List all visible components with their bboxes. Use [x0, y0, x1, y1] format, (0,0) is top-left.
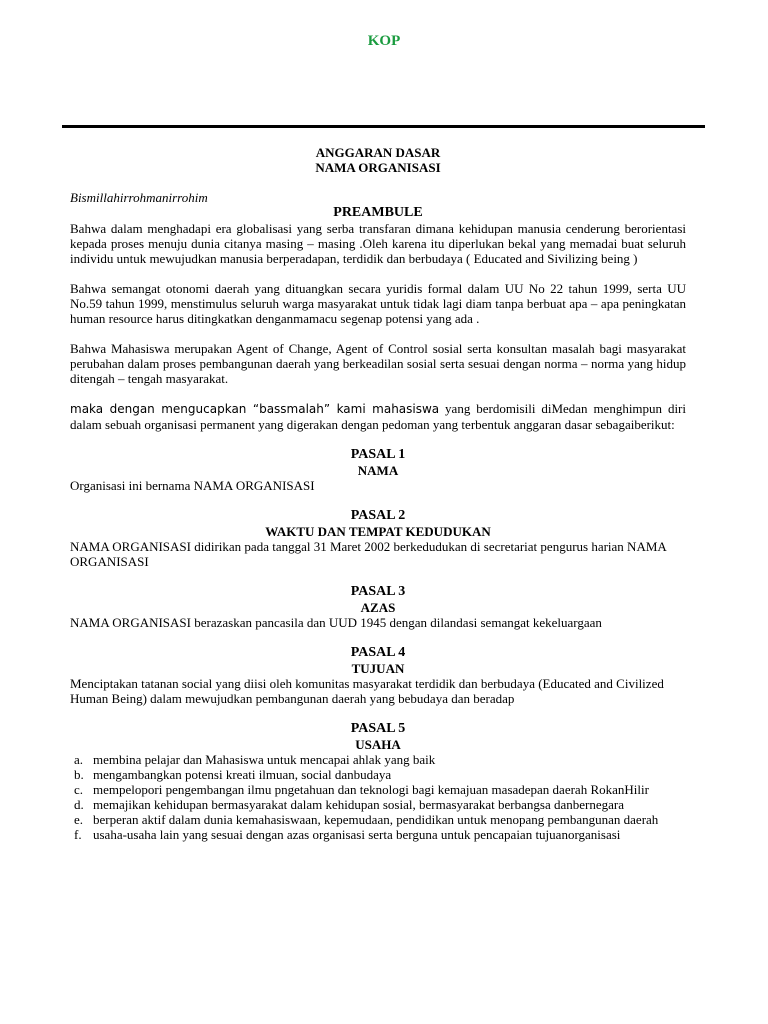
pasal-3-number: PASAL 3 — [350, 584, 406, 599]
list-item-text: berperan aktif dalam dunia kemahasiswaan, kepemudaan, pendidikan untuk menopang pembangunan daerah — [93, 812, 659, 827]
list-item — [74, 797, 686, 812]
preamble-closing-paragraph — [70, 401, 686, 432]
list-item — [74, 827, 686, 842]
list-item — [74, 767, 686, 782]
pasal-5-title: USAHA — [355, 737, 401, 752]
usaha-list — [70, 752, 686, 842]
pasal-2-title: WAKTU DAN TEMPAT KEDUDUKAN — [265, 524, 491, 539]
list-marker: a. — [74, 752, 84, 767]
list-marker: f. — [74, 827, 82, 842]
pasal-3-title: AZAS — [360, 600, 396, 615]
preamble-closing-rest: yang berdomisili diMedan menghimpun diri dalam sebuah organisasi permanent yang digerakan dengan pedoman yang terbentuk anggaran dasar sebagaiberikut: — [70, 401, 686, 432]
document-title-line1: ANGGARAN DASAR — [315, 145, 441, 160]
list-item-text: mempelopori pengembangan ilmu pngetahuan dan teknologi bagi kemajuan masadepan daerah RokanHilir — [93, 782, 649, 797]
list-item-text: usaha-usaha lain yang sesuai dengan azas organisasi serta berguna untuk pencapaian tujuanorganisasi — [93, 827, 621, 842]
basmalah-text: Bismillahirrohmanirrohim — [70, 190, 208, 205]
preamble-paragraph-3: Bahwa Mahasiswa merupakan Agent of Change, Agent of Control sosial serta konsultan masalah bagi masyarakat perubahan dalam proses pembangunan daerah yang berkeadilan sosial serta sesuai dengan norma – norma yang hidup ditengah – tengah masyarakat. — [70, 341, 686, 386]
document-title-line2: NAMA ORGANISASI — [315, 160, 441, 175]
pasal-2-text: NAMA ORGANISASI didirikan pada tanggal 31 Maret 2002 berkedudukan di secretariat pengurus harian NAMA ORGANISASI — [70, 539, 667, 569]
list-marker: e. — [74, 812, 84, 827]
pasal-1-text: Organisasi ini bernama NAMA ORGANISASI — [70, 478, 315, 493]
kop-header: KOP — [367, 33, 401, 49]
pasal-2-number: PASAL 2 — [350, 508, 406, 523]
list-item — [74, 782, 686, 797]
list-marker: c. — [74, 782, 84, 797]
header-divider — [62, 125, 705, 128]
list-item — [74, 752, 686, 767]
preamble-closing-sans: maka dengan mengucapkan “bassmalah” kami mahasiswa — [70, 402, 440, 416]
pasal-5-number: PASAL 5 — [350, 721, 406, 736]
list-item-text: membina pelajar dan Mahasiswa untuk mencapai ahlak yang baik — [93, 752, 436, 767]
pasal-4-number: PASAL 4 — [350, 645, 406, 660]
pasal-1-number: PASAL 1 — [350, 447, 406, 462]
list-item-text: memajikan kehidupan bermasyarakat dalam kehidupan sosial, bermasyarakat berbangsa danbernegara — [93, 797, 624, 812]
list-item-text: mengambangkan potensi kreati ilmuan, social danbudaya — [93, 767, 392, 782]
preamble-heading: PREAMBULE — [333, 205, 423, 220]
preamble-paragraph-1: Bahwa dalam menghadapi era globalisasi yang serba transfaran dimana kehidupan manusia cenderung berorientasi kepada proses menuju dunia citanya masing – masing .Oleh karena itu diperlukan bekal yang memadai buat seluruh individu untuk mewujudkan manusia berperadapan, terdidik dan berbudaya ( Educated and Sivilizing being ) — [70, 221, 686, 266]
preamble-paragraph-2: Bahwa semangat otonomi daerah yang dituangkan secara yuridis formal dalam UU No 22 tahun 1999, serta UU No.59 tahun 1999, menstimulus seluruh warga masyarakat untuk tidak lagi diam tanpa berbuat apa – apa peningkatan human resource harus ditingkatkan denganmamacu segenap potensi yang ada . — [70, 281, 686, 326]
document-body — [70, 145, 686, 842]
list-marker: d. — [74, 797, 84, 812]
pasal-4-title: TUJUAN — [351, 661, 405, 676]
list-item — [74, 812, 686, 827]
list-marker: b. — [74, 767, 84, 782]
pasal-4-text: Menciptakan tatanan social yang diisi oleh komunitas masyarakat terdidik dan berbudaya (Educated and Civilized Human Being) dalam mewujudkan pembangunan daerah yang bebudaya dan beradap — [70, 676, 664, 706]
pasal-3-text: NAMA ORGANISASI berazaskan pancasila dan UUD 1945 dengan dilandasi semangat kekeluargaan — [70, 615, 602, 630]
pasal-1-title: NAMA — [357, 463, 399, 478]
